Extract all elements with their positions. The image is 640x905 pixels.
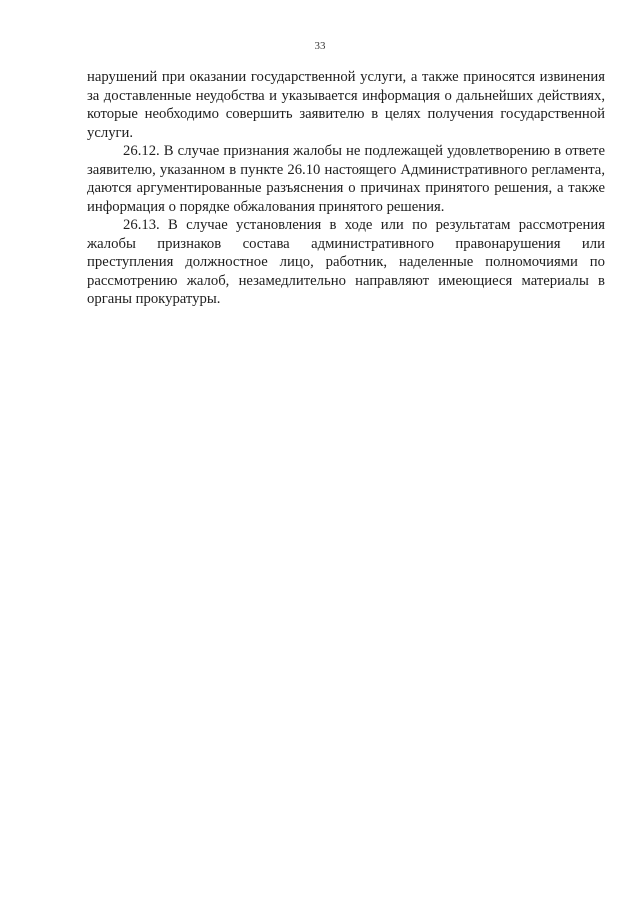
paragraph-continuation: нарушений при оказании государственной услуги, а также приносятся извинения за доставленные неудобства и указывается информация о дальнейших действиях, которые необходимо совершить заявителю в целях получения государственной услуги. <box>87 69 605 141</box>
document-body <box>87 68 605 309</box>
page-number: 33 <box>314 40 326 52</box>
paragraph-26-13: 26.13. В случае установления в ходе или по результатам рассмотрения жалобы признаков состава административного правонарушения или преступления должностное лицо, работник, наделенные полномочиями по рассмотрению жалоб, незамедлительно направляют имеющиеся материалы в органы прокуратуры. <box>87 217 605 307</box>
paragraph-26-12: 26.12. В случае признания жалобы не подлежащей удовлетворению в ответе заявителю, указанном в пункте 26.10 настоящего Административного регламента, даются аргументированные разъяснения о причинах принятого решения, а также информация о порядке обжалования принятого решения. <box>87 143 605 215</box>
